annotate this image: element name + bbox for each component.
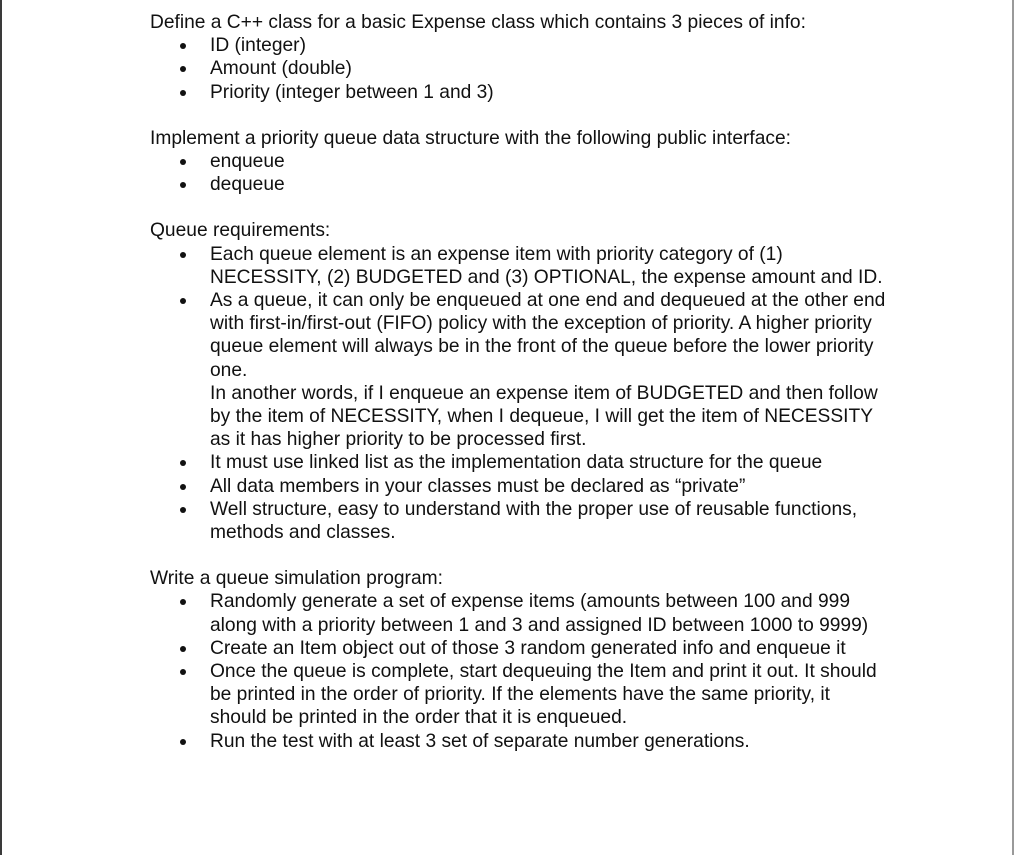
list-item-text: enqueue [210, 151, 285, 173]
list-item [210, 475, 890, 498]
list-item [210, 173, 890, 196]
list-item [210, 150, 890, 173]
bullet-icon [180, 646, 186, 652]
bullet-list [150, 34, 890, 104]
bullet-icon [180, 599, 186, 605]
list-item [210, 57, 890, 80]
list-item [210, 637, 890, 660]
section-priority-queue [150, 127, 890, 197]
bullet-icon [180, 159, 186, 165]
bullet-icon [180, 43, 186, 49]
bullet-icon [180, 739, 186, 745]
list-item-text: As a queue, it can only be enqueued at one end and dequeued at the other end with first-in/first-out (FIFO) policy with the exception of priority. A higher priority queue element will always be in the front of the queue before the lower priority one. [210, 290, 886, 381]
list-item-text: ID (integer) [210, 35, 306, 57]
list-item-text: Randomly generate a set of expense items (amounts between 100 and 999 along with a priority between 1 and 3 and assigned ID between 1000 to 9999) [210, 591, 869, 636]
bullet-icon [180, 252, 186, 258]
list-item [210, 451, 890, 474]
bullet-icon [180, 298, 186, 304]
list-item-text: All data members in your classes must be declared as “private” [210, 475, 746, 497]
section-intro: Implement a priority queue data structure with the following public interface: [150, 127, 791, 149]
bullet-list [150, 243, 890, 545]
bullet-icon [180, 90, 186, 96]
list-item [210, 81, 890, 104]
list-item [210, 730, 890, 753]
list-item-text: Once the queue is complete, start dequeuing the Item and print it out. It should be printed in the order of priority. If the elements have the same priority, it should be printed in the order that it is enqueued. [210, 661, 877, 729]
list-item-text: Priority (integer between 1 and 3) [210, 81, 494, 103]
bullet-icon [180, 460, 186, 466]
list-item [210, 34, 890, 57]
section-queue-requirements [150, 219, 890, 544]
list-item-text: Create an Item object out of those 3 random generated info and enqueue it [210, 637, 846, 659]
list-item-text: In another words, if I enqueue an expense item of BUDGETED and then follow by the item of NECESSITY, when I dequeue, I will get the item of NECESSITY as it has higher priority to be processed first. [210, 382, 878, 451]
list-item-text: Amount (double) [210, 58, 352, 80]
list-item [210, 660, 890, 730]
bullet-icon [180, 507, 186, 513]
list-item [210, 289, 890, 451]
bullet-icon [180, 66, 186, 72]
bullet-icon [180, 669, 186, 675]
list-item-text: Run the test with at least 3 set of separate number generations. [210, 730, 750, 752]
list-item-text: dequeue [210, 174, 285, 196]
list-item-text: Well structure, easy to understand with the proper use of reusable functions, methods and classes. [210, 498, 858, 544]
list-item-text: Each queue element is an expense item with priority category of (1) NECESSITY, (2) BUDGETED and (3) OPTIONAL, the expense amount and ID. [210, 243, 883, 288]
bullet-list [150, 590, 890, 752]
bullet-list [150, 150, 890, 196]
list-item [210, 498, 890, 544]
section-intro: Define a C++ class for a basic Expense class which contains 3 pieces of info: [150, 12, 806, 33]
list-item [210, 243, 890, 289]
section-intro: Queue requirements: [150, 220, 331, 242]
section-expense-class [150, 11, 890, 104]
section-simulation-program [150, 567, 890, 753]
bullet-icon [180, 484, 186, 490]
page-left-border [0, 0, 2, 855]
bullet-icon [180, 182, 186, 188]
list-item-text: It must use linked list as the implementation data structure for the queue [210, 452, 823, 474]
section-intro: Write a queue simulation program: [150, 568, 443, 590]
assignment-document [150, 11, 890, 776]
list-item [210, 590, 890, 636]
